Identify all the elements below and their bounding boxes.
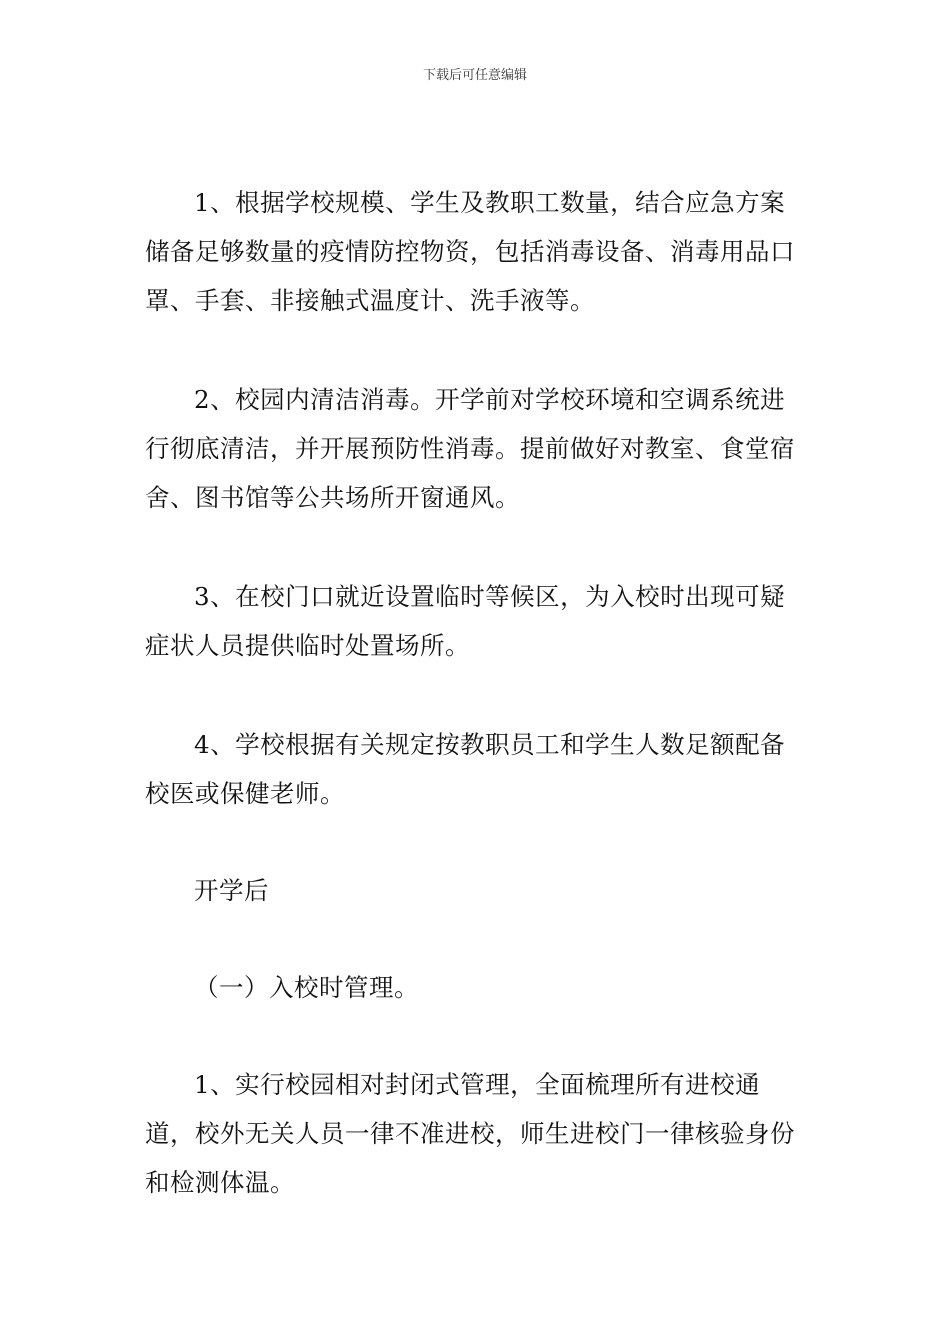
- section-heading-after-opening: 开学后: [194, 876, 269, 905]
- paragraph-spacer: [145, 1012, 810, 1060]
- page-header-note: 下载后可任意编辑: [422, 68, 527, 83]
- subsection-heading-entry-management: （一）入校时管理。: [194, 973, 419, 1002]
- paragraph-disinfection: 2、校园内清洁消毒。开学前对学校环境和空调系统进行彻底清洁，并开展预防性消毒。提前做好对教室、食堂宿舍、图书馆等公共场所开窗通风。: [145, 385, 795, 512]
- document-body: [145, 178, 810, 1207]
- paragraph-supplies: 1、根据学校规模、学生及教职工数量，结合应急方案储备足够数量的疫情防控物资，包括消毒设备、消毒用品口罩、手套、非接触式温度计、洗手液等。: [145, 188, 795, 315]
- paragraph-spacer: [145, 325, 810, 375]
- paragraph-spacer: [145, 915, 810, 963]
- paragraph-spacer: [145, 670, 810, 720]
- paragraph-closed-management: 1、实行校园相对封闭式管理，全面梳理所有进校通道，校外无关人员一律不准进校，师生进校门一律核验身份和检测体温。: [145, 1070, 795, 1197]
- paragraph-waiting-area: 3、在校门口就近设置临时等候区，为入校时出现可疑症状人员提供临时处置场所。: [145, 582, 786, 660]
- paragraph-school-doctor: 4、学校根据有关规定按教职员工和学生人数足额配备校医或保健老师。: [145, 730, 786, 808]
- paragraph-spacer: [145, 522, 810, 572]
- paragraph-spacer: [145, 818, 810, 866]
